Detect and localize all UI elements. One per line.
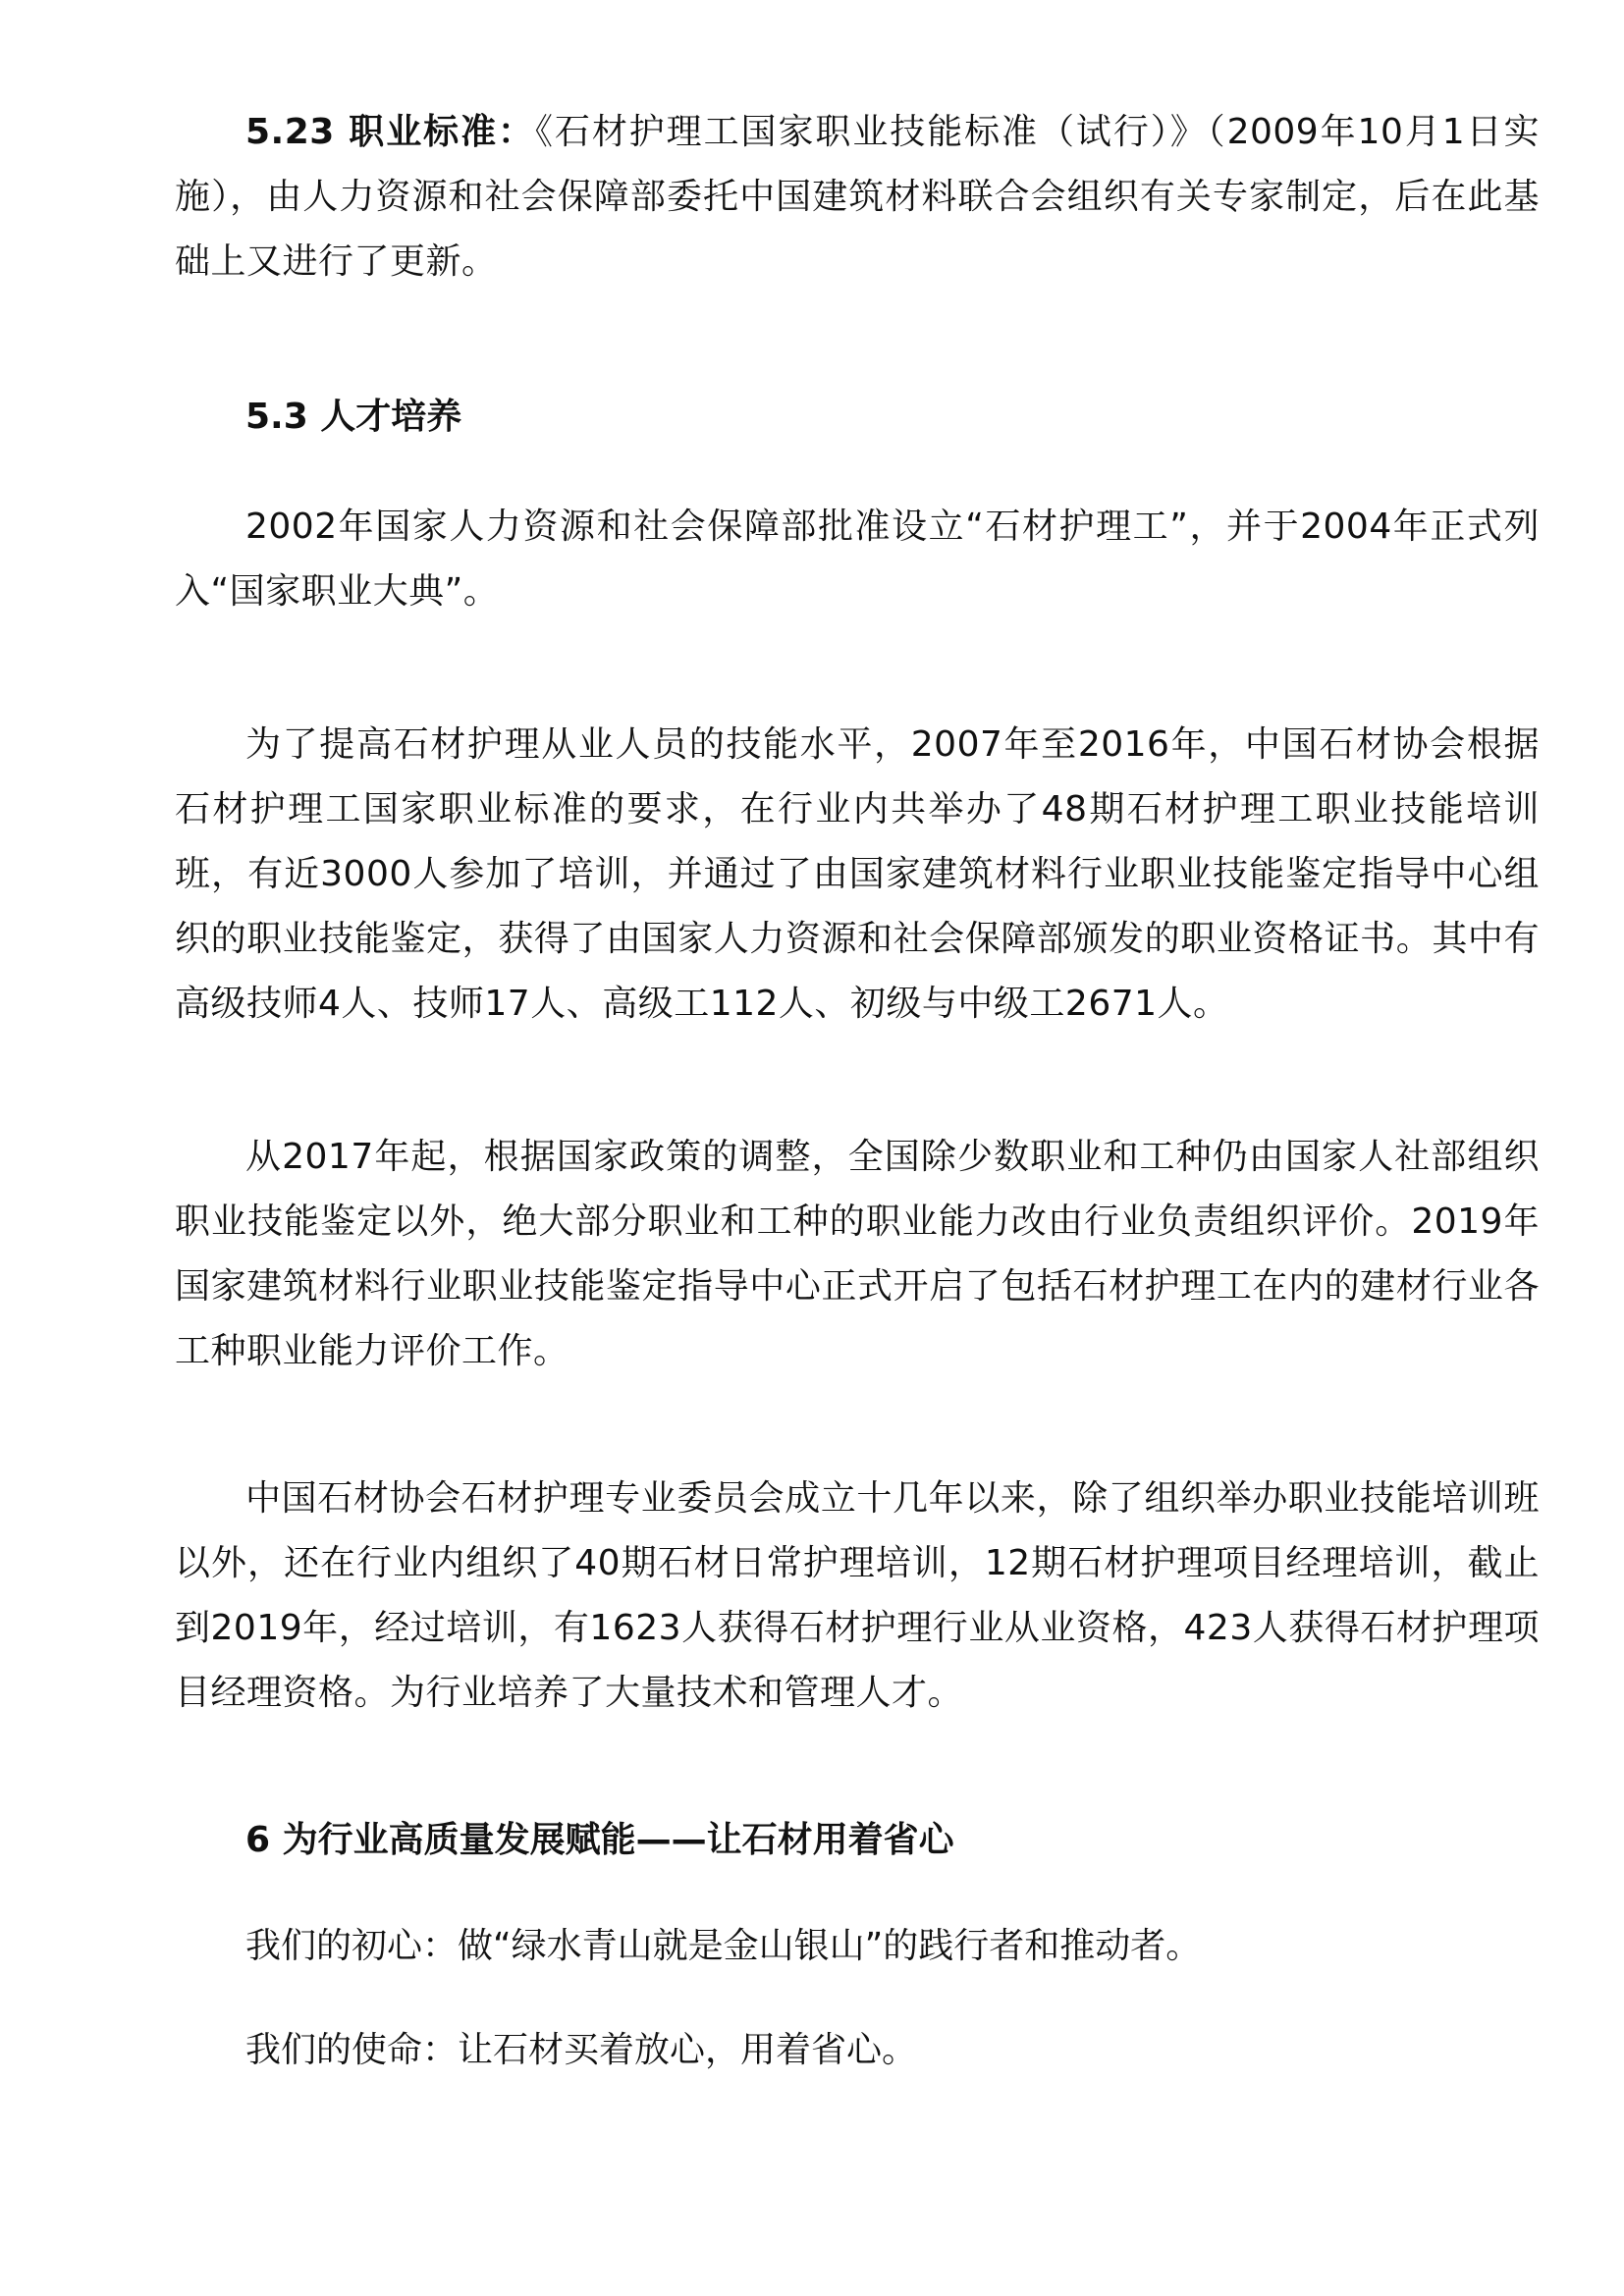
paragraph-5-3-1: 2002年国家人力资源和社会保障部批准设立“石材护理工”，并于2004年正式列入“国家职业大典”。 <box>175 507 1540 612</box>
paragraph-5-3-3: 从2017年起，根据国家政策的调整，全国除少数职业和工种仍由国家人社部组织职业技能鉴定以外，绝大部分职业和工种的职业能力改由行业负责组织评价。2019年国家建筑材料行业职业技能鉴定指导中心正式开启了包括石材护理工在内的建材行业各工种职业能力评价工作。 <box>175 1137 1540 1371</box>
paragraph-5-23 <box>175 100 1540 294</box>
heading-6: 6 为行业高质量发展赋能——让石材用着省心 <box>245 1820 954 1860</box>
paragraph-5-23-text: 《石材护理工国家职业技能标准（试行）》（2009年10月1日实施），由人力资源和社会保障部委托中国建筑材料联合会组织有关专家制定，后在此基础上又进行了更新。 <box>175 112 1540 282</box>
paragraph-6-1: 我们的初心：做“绿水青山就是金山银山”的践行者和推动者。 <box>245 1926 1202 1966</box>
paragraph-5-3-4: 中国石材协会石材护理专业委员会成立十几年以来，除了组织举办职业技能培训班以外，还在行业内组织了40期石材日常护理培训，12期石材护理项目经理培训，截止到2019年，经过培训，有1623人获得石材护理行业从业资格，423人获得石材护理项目经理资格。为行业培养了大量技术和管理人才。 <box>175 1478 1540 1713</box>
heading-5-23: 5.23 职业标准： <box>245 112 535 152</box>
heading-5-3: 5.3 人才培养 <box>245 397 462 437</box>
paragraph-6-2: 我们的使命：让石材买着放心，用着省心。 <box>245 2030 918 2070</box>
paragraph-5-3-2: 为了提高石材护理从业人员的技能水平，2007年至2016年，中国石材协会根据石材护理工国家职业标准的要求，在行业内共举办了48期石材护理工职业技能培训班，有近3000人参加了培训，并通过了由国家建筑材料行业职业技能鉴定指导中心组织的职业技能鉴定，获得了由国家人力资源和社会保障部颁发的职业资格证书。其中有高级技师4人、技师17人、高级工112人、初级与中级工2671人。 <box>175 724 1540 1024</box>
